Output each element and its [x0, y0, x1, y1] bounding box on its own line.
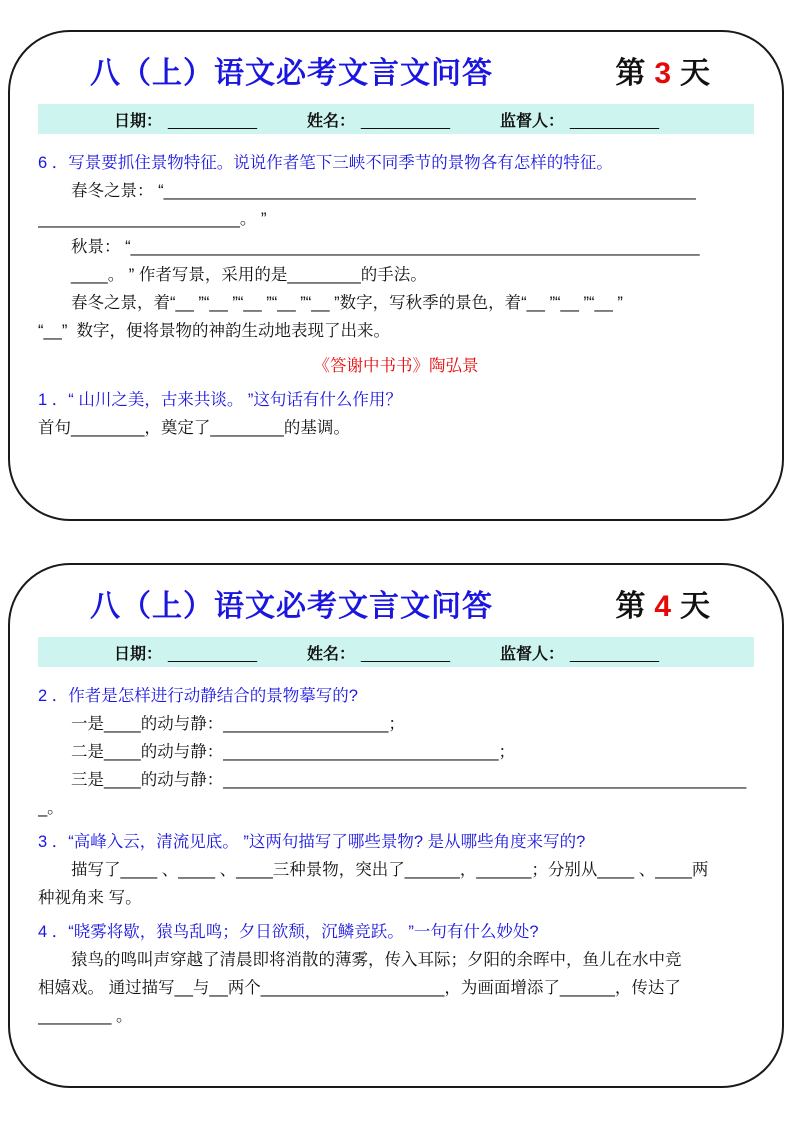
- answer-two-line: 二是____的动与静：______________________________；: [71, 743, 516, 761]
- date-blank: __________: [168, 112, 257, 130]
- answer-numbers-line-2: “__” 数字，便将景物的神韵生动地表现了出来。: [38, 322, 391, 340]
- name-blank: __________: [361, 645, 450, 663]
- supervisor-label: 监督人：: [500, 112, 565, 130]
- supervisor-field: [500, 641, 659, 664]
- day-indicator: [615, 48, 710, 92]
- worksheet-card-day3: [8, 30, 784, 521]
- question-4-line: 4 ．“晓雾将歇，猿鸟乱鸣；夕日欲颓，沉鳞竞跃。 ”一句有什么妙处?: [38, 923, 539, 941]
- supervisor-field: [500, 108, 659, 131]
- day-prefix: 第: [615, 57, 646, 90]
- supervisor-blank: __________: [570, 645, 659, 663]
- name-label: 姓名：: [307, 112, 356, 130]
- question-2-line: 2 ．作者是怎样进行动静结合的景物摹写的?: [38, 687, 358, 705]
- question-3-answer-line-1: 描写了____ 、____ 、____三种景物，突出了______，______；分别从____ 、____两: [71, 861, 709, 879]
- question-4-answer-line-2: 相嬉戏。 通过描写__与__两个____________________，为画面增添了______，传达了: [38, 979, 681, 997]
- worksheet-title: 八（上）语文必考文言文问答: [90, 57, 493, 90]
- supervisor-blank: __________: [570, 112, 659, 130]
- name-blank: __________: [361, 112, 450, 130]
- name-label: 姓名：: [307, 645, 356, 663]
- day-prefix: 第: [615, 590, 646, 623]
- worksheet-card-day4: [8, 563, 784, 1088]
- day-number: 3: [654, 57, 671, 90]
- question-3-line: 3 ．“高峰入云，清流见底。 ”这两句描写了哪些景物? 是从哪些角度来写的?: [38, 833, 586, 851]
- date-field: [114, 108, 257, 131]
- answer-autumn-line-2: ____。 ” 作者写景，采用的是________的手法。: [71, 266, 427, 284]
- day-indicator: [615, 581, 710, 625]
- card-content: [38, 143, 754, 442]
- day-suffix: 天: [680, 590, 710, 623]
- info-bar: [38, 104, 754, 134]
- answer-autumn-line-1: 秋景： “______________________________________________________________: [71, 238, 700, 256]
- question-1-line: 1 ．“ 山川之美，古来共谈。 ”这句话有什么作用？: [38, 391, 402, 409]
- card-title-row: [90, 581, 710, 625]
- card-content: [38, 676, 754, 1030]
- source-title: 《答谢中书书》陶弘景: [313, 357, 479, 375]
- question-6-line: 6 ．写景要抓住景物特征。说说作者笔下三峡不同季节的景物各有怎样的特征。: [38, 154, 613, 172]
- date-blank: __________: [168, 645, 257, 663]
- answer-spring-winter-line-2: ______________________。 ”: [38, 210, 267, 228]
- date-label: 日期：: [114, 645, 163, 663]
- name-field: [307, 108, 450, 131]
- question-4-answer-line-1: 猿鸟的鸣叫声穿越了清晨即将消散的薄雾，传入耳际；夕阳的余晖中，鱼儿在水中竞: [71, 951, 682, 969]
- answer-three-line: 三是____的动与静：__________________________________________________________。: [38, 771, 747, 817]
- card-title-row: [90, 48, 710, 92]
- question-1-answer-line: 首句________，奠定了________的基调。: [38, 419, 350, 437]
- day-suffix: 天: [680, 57, 710, 90]
- answer-spring-winter-line-1: 春冬之景： “__________________________________________________________: [71, 182, 696, 200]
- answer-numbers-line-1: 春冬之景，着“__ ”“__ ”“__ ”“__ ”“__ ”数字，写秋季的景色，着“__ ”“__ ”“__ ”: [71, 294, 623, 312]
- question-3-answer-line-2: 种视角来 写。: [38, 889, 142, 907]
- date-field: [114, 641, 257, 664]
- worksheet-title: 八（上）语文必考文言文问答: [90, 590, 493, 623]
- date-label: 日期：: [114, 112, 163, 130]
- answer-one-line: 一是____的动与静：__________________；: [71, 715, 405, 733]
- info-bar: [38, 637, 754, 667]
- supervisor-label: 监督人：: [500, 645, 565, 663]
- day-number: 4: [654, 590, 671, 623]
- question-4-answer-line-3: ________ 。: [38, 1007, 133, 1025]
- name-field: [307, 641, 450, 664]
